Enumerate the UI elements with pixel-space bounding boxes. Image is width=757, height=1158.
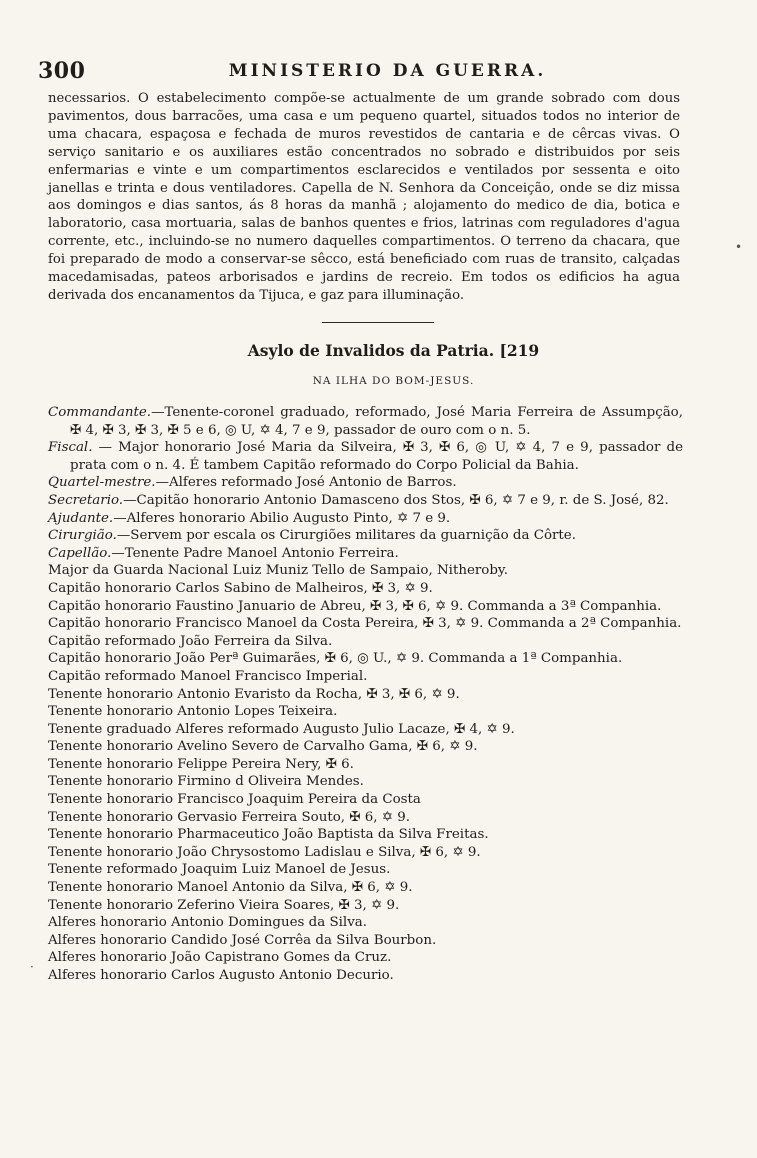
entry-text: Tenente honorario Zeferino Vieira Soares, ✠ 3, ✡ 9.: [48, 897, 400, 913]
entry-text: Tenente honorario João Chrysostomo Ladislau e Silva, ✠ 6, ✡ 9.: [48, 844, 481, 860]
entry-text: Capitão honorario Francisco Manoel da Costa Pereira, ✠ 3, ✡ 9. Commanda a 2ª Companhia.: [48, 616, 682, 632]
personnel-entry: [48, 844, 683, 862]
entry-text: —Tenente-coronel graduado, reformado, José Maria Ferreira de Assumpção, ✠ 4, ✠ 3, ✠ 3, ✠ 5 e 6, ◎ U, ✡ 4, 7 e 9, passador de ouro com o n. 5.: [70, 405, 683, 438]
personnel-entry: [48, 474, 683, 492]
personnel-entry: [48, 545, 683, 563]
page-header: [38, 58, 697, 82]
page-number: 300: [38, 58, 86, 84]
personnel-entry: [48, 527, 683, 545]
entry-role: Secretario.: [48, 492, 124, 508]
entry-text: Capitão honorario João Perª Guimarães, ✠ 6, ◎ U., ✡ 9. Commanda a 1ª Companhia.: [48, 651, 623, 667]
entry-role: Commandante.: [48, 405, 152, 420]
entry-text: Tenente honorario Antonio Lopes Teixeira.: [48, 704, 338, 720]
entry-text: Tenente honorario Pharmaceutico João Baptista da Silva Freitas.: [48, 827, 489, 843]
intro-paragraph: necessarios. O estabelecimento compõe-se actualmente de um grande sobrado com dous pavimentos, dous barracões, uma casa e um pequeno quartel, situados todos no interior de uma chacara, espaçosa e fechada de muros revestidos de cantaria e de cêrcas vivas. O serviço sanitario e os auxiliares estão concentrados no sobrado e distribuidos por seis enfermarias e vinte e um compartimentos esclarecidos e ventilados por sessenta e oito janellas e trinta e dous ventiladores. Capella de N. Senhora da Conceição, onde se diz missa aos domingos e dias santos, ás 8 horas da manhã ; alojamento do medico de dia, botica e laboratorio, casa mortuaria, salas de banhos quentes e frios, latrinas com reguladores d'agua corrente, etc., incluindo-se no numero daquelles compartimentos. O terreno da chacara, que foi preparado de modo a conservar-se sêcco, está beneficiado com ruas de transito, calçadas macedamisadas, pateos arborisados e jardins de recreio. Em todos os edificios ha agua derivada dos encanamentos da Tijuca, e gaz para illuminação.: [48, 91, 680, 303]
entry-role: Quartel-mestre.: [48, 475, 156, 491]
personnel-entry: [48, 756, 683, 774]
entry-text: Tenente graduado Alferes reformado Augusto Julio Lacaze, ✠ 4, ✡ 9.: [48, 721, 515, 737]
personnel-entry: [48, 615, 683, 633]
entry-text: Tenente reformado Joaquim Luiz Manoel de Jesus.: [48, 862, 391, 878]
personnel-entry: [48, 439, 683, 474]
entry-text: Tenente honorario Antonio Evaristo da Rocha, ✠ 3, ✠ 6, ✡ 9.: [48, 686, 460, 702]
personnel-entry: [48, 879, 683, 897]
entry-text: Tenente honorario Avelino Severo de Carvalho Gama, ✠ 6, ✡ 9.: [48, 739, 478, 755]
personnel-entry: [48, 721, 683, 739]
entry-role: Capellão.: [48, 545, 112, 561]
personnel-entry: [48, 773, 683, 791]
section-title: Asylo de Invalidos da Patria. [219: [247, 341, 540, 360]
personnel-list: [48, 404, 683, 985]
entry-text: —Capitão honorario Antonio Damasceno dos Stos, ✠ 6, ✡ 7 e 9, r. de S. José, 82.: [123, 492, 669, 508]
personnel-entry: [48, 562, 683, 580]
entry-text: Alferes honorario Antonio Domingues da Silva.: [48, 915, 368, 931]
margin-dot: •: [735, 240, 743, 254]
entry-role: Fiscal.: [48, 440, 93, 456]
personnel-entry: [48, 861, 683, 879]
entry-text: —Tenente Padre Manoel Antonio Ferreira.: [111, 545, 399, 561]
personnel-entry: [48, 949, 683, 967]
personnel-entry: [48, 510, 683, 528]
entry-text: Capitão reformado João Ferreira da Silva.: [48, 633, 333, 649]
entry-text: Capitão honorario Carlos Sabino de Malheiros, ✠ 3, ✡ 9.: [48, 580, 433, 596]
personnel-entry: [48, 580, 683, 598]
entry-text: Alferes honorario João Capistrano Gomes da Cruz.: [48, 950, 392, 966]
personnel-entry: [48, 668, 683, 686]
section-subtitle: NA ILHA DO BOM-JESUS.: [312, 375, 475, 387]
entry-text: Tenente honorario Felippe Pereira Nery, ✠ 6.: [48, 756, 354, 772]
intro-paragraph-block: [48, 90, 680, 305]
personnel-entry: [48, 650, 683, 668]
margin-dot: ·: [30, 960, 34, 974]
personnel-entry: [48, 914, 683, 932]
personnel-entry: [48, 738, 683, 756]
entry-text: —Alferes honorario Abilio Augusto Pinto, ✡ 7 e 9.: [113, 510, 451, 526]
entry-text: Tenente honorario Manoel Antonio da Silva, ✠ 6, ✡ 9.: [48, 880, 413, 896]
personnel-entry: [48, 967, 683, 985]
entry-text: Tenente honorario Gervasio Ferreira Souto, ✠ 6, ✡ 9.: [48, 809, 411, 825]
entry-text: Capitão honorario Faustino Januario de Abreu, ✠ 3, ✠ 6, ✡ 9. Commanda a 3ª Companhia.: [48, 598, 662, 614]
entry-text: —Alferes reformado José Antonio de Barros.: [155, 475, 457, 491]
personnel-entry: [48, 826, 683, 844]
entry-text: Alferes honorario Carlos Augusto Antonio Decurio.: [48, 968, 394, 983]
section-divider: [322, 322, 434, 323]
entry-role: Cirurgião.: [48, 528, 117, 544]
personnel-entry: [48, 791, 683, 809]
entry-text: Tenente honorario Francisco Joaquim Pereira da Costa: [48, 792, 421, 808]
personnel-entry: [48, 404, 683, 439]
personnel-entry: [48, 598, 683, 616]
personnel-entry: [48, 633, 683, 651]
personnel-entry: [48, 703, 683, 721]
entry-text: Major da Guarda Nacional Luiz Muniz Tello de Sampaio, Nitheroby.: [48, 563, 508, 579]
entry-role: Ajudante.: [48, 510, 114, 526]
entry-text: —Servem por escala os Cirurgiões militares da guarnição da Côrte.: [116, 528, 576, 544]
entry-text: Alferes honorario Candido José Corrêa da Silva Bourbon.: [48, 932, 437, 948]
running-head: MINISTERIO DA GUERRA.: [228, 61, 547, 81]
entry-text: Tenente honorario Firmino d Oliveira Mendes.: [48, 774, 364, 790]
personnel-entry: [48, 492, 683, 510]
entry-text: — Major honorario José Maria da Silveira, ✠ 3, ✠ 6, ◎ U, ✡ 4, 7 e 9, passador de prata com o n. 4. É tambem Capitão reformado do Corpo Policial da Bahia.: [70, 440, 683, 473]
personnel-entry: [48, 686, 683, 704]
personnel-entry: [48, 897, 683, 915]
personnel-entry: [48, 932, 683, 950]
entry-text: Capitão reformado Manoel Francisco Imperial.: [48, 668, 368, 684]
personnel-entry: [48, 809, 683, 827]
